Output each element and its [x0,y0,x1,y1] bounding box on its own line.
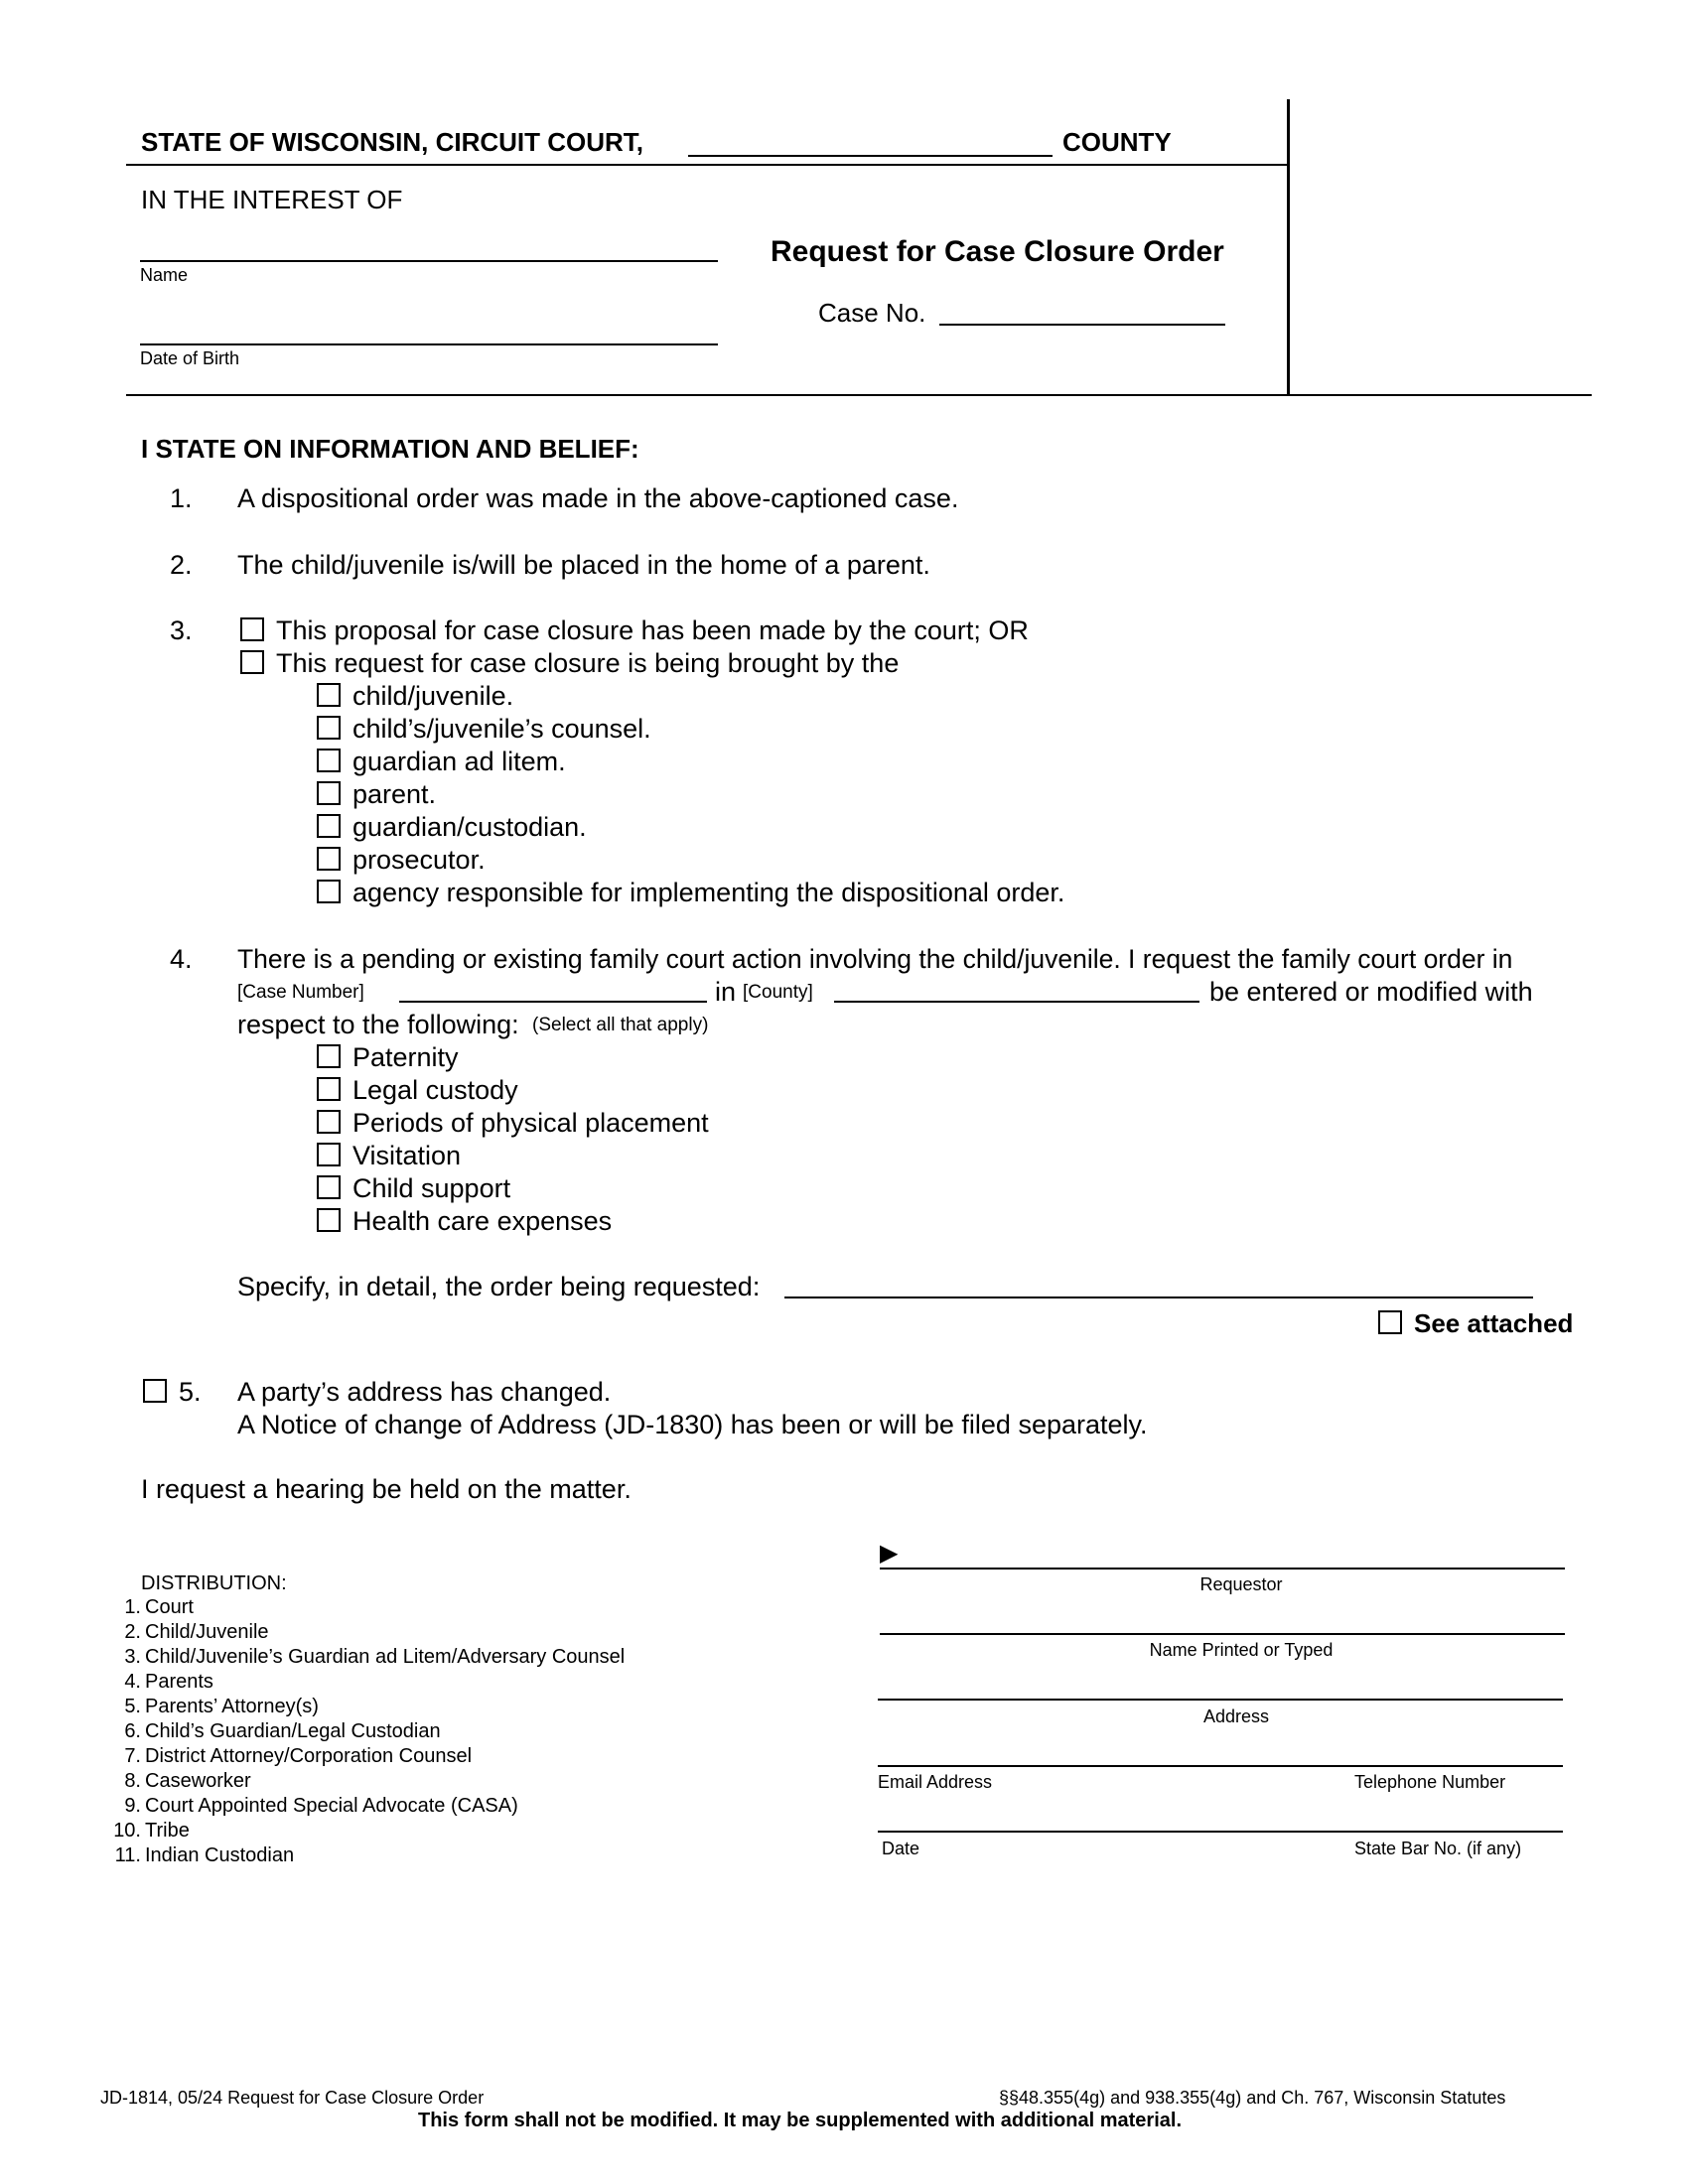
party-gal-label: guardian ad litem. [352,747,566,776]
distribution-item: 10. Tribe [113,1820,190,1842]
interest-of-label: IN THE INTEREST OF [141,185,403,214]
option-child-support-checkbox[interactable] [317,1175,341,1199]
name-caption: Name [140,265,189,285]
header-top-divider [126,164,1288,166]
option-health-care-label: Health care expenses [352,1206,613,1236]
party-prosecutor-label: prosecutor. [352,845,486,875]
requestor-signature-line[interactable] [880,1568,1565,1570]
date-bar-line[interactable] [878,1831,1563,1833]
party-request-checkbox[interactable] [240,650,264,674]
party-prosecutor-checkbox[interactable] [317,847,341,871]
item-5-line1: A party’s address has changed. [237,1377,612,1407]
party-counsel-checkbox[interactable] [317,716,341,740]
state-bar-caption: State Bar No. (if any) [1354,1839,1522,1858]
county-input-line[interactable] [688,155,1053,157]
item-1-number: 1. [170,483,193,513]
court-proposal-checkbox[interactable] [240,617,264,641]
in-text: in [715,977,737,1007]
form-title: Request for Case Closure Order [771,235,1224,268]
distribution-item: 7. District Attorney/Corporation Counsel [124,1745,473,1767]
item-4-number: 4. [170,944,193,974]
specify-label: Specify, in detail, the order being requested: [237,1272,761,1301]
party-parent-label: parent. [352,779,437,809]
see-attached-checkbox[interactable] [1378,1310,1402,1334]
item-4-line1: There is a pending or existing family court action involving the child/juvenile. I request the family court order in [237,944,1513,974]
section-heading: I STATE ON INFORMATION AND BELIEF: [141,434,639,464]
dob-caption: Date of Birth [140,348,240,368]
state-court-label: STATE OF WISCONSIN, CIRCUIT COURT, [141,127,644,157]
telephone-caption: Telephone Number [1354,1772,1506,1792]
email-phone-line[interactable] [878,1765,1563,1767]
party-parent-checkbox[interactable] [317,781,341,805]
option-legal-custody-label: Legal custody [352,1075,518,1105]
hearing-request-text: I request a hearing be held on the matter. [141,1474,632,1504]
distribution-item: 1. Court [124,1596,194,1618]
court-caption [141,127,643,157]
party-gal-checkbox[interactable] [317,749,341,772]
item-5-number: 5. [179,1377,202,1407]
name-printed-caption: Name Printed or Typed [1149,1640,1334,1660]
header-right-border [1287,99,1290,395]
party-agency-label: agency responsible for implementing the dispositional order. [352,878,1065,907]
option-visitation-label: Visitation [352,1141,462,1170]
footer-notice: This form shall not be modified. It may be supplemented with additional material. [418,2110,1182,2131]
distribution-item: 9. Court Appointed Special Advocate (CASA) [124,1795,518,1817]
item-2-text: The child/juvenile is/will be placed in the home of a parent. [237,550,930,580]
item-2-number: 2. [170,550,193,580]
party-child-label: child/juvenile. [352,681,514,711]
name-printed-line[interactable] [880,1633,1565,1635]
option-placement-checkbox[interactable] [317,1110,341,1134]
distribution-item: 4. Parents [124,1671,213,1693]
party-child-checkbox[interactable] [317,683,341,707]
address-caption: Address [1202,1706,1270,1726]
county-field-label: [County] [743,982,813,1003]
county-field-input-line[interactable] [834,1001,1199,1003]
address-line[interactable] [878,1699,1563,1701]
distribution-title: DISTRIBUTION: [141,1572,287,1594]
distribution-item: 8. Caseworker [124,1770,251,1792]
court-proposal-text: This proposal for case closure has been made by the court; OR [276,615,1029,645]
footer-form-id: JD-1814, 05/24 Request for Case Closure Order [100,2088,485,2108]
header-bottom-divider [126,394,1592,396]
option-placement-label: Periods of physical placement [352,1108,709,1138]
email-caption: Email Address [878,1772,993,1792]
party-guardian-checkbox[interactable] [317,814,341,838]
option-legal-custody-checkbox[interactable] [317,1077,341,1101]
distribution-list [97,1595,625,1868]
see-attached-label: See attached [1414,1308,1574,1338]
item-5-line2: A Notice of change of Address (JD-1830) has been or will be filed separately. [237,1410,1148,1439]
name-input-line[interactable] [140,260,718,262]
option-visitation-checkbox[interactable] [317,1143,341,1166]
dob-input-line[interactable] [140,343,718,345]
select-all-hint: (Select all that apply) [532,1015,709,1035]
option-paternity-label: Paternity [352,1042,459,1072]
respect-text: respect to the following: [237,1010,519,1039]
option-paternity-checkbox[interactable] [317,1044,341,1068]
option-health-care-checkbox[interactable] [317,1208,341,1232]
county-label: COUNTY [1062,127,1172,157]
distribution-item: 3. Child/Juvenile’s Guardian ad Litem/Adversary Counsel [124,1646,626,1668]
item-1-text: A dispositional order was made in the above-captioned case. [237,483,959,513]
footer-statutes: §§48.355(4g) and 938.355(4g) and Ch. 767, Wisconsin Statutes [999,2088,1506,2108]
distribution-item: 5. Parents’ Attorney(s) [124,1696,319,1717]
distribution-item: 6. Child’s Guardian/Legal Custodian [124,1720,441,1742]
signature-arrow-icon: ▶ [880,1540,899,1567]
case-no-input-line[interactable] [939,324,1225,326]
party-guardian-label: guardian/custodian. [352,812,587,842]
case-no-label: Case No. [818,298,926,328]
specify-input-line[interactable] [784,1297,1533,1298]
address-changed-checkbox[interactable] [143,1379,167,1403]
party-agency-checkbox[interactable] [317,880,341,903]
requestor-caption: Requestor [1199,1574,1283,1594]
date-caption: Date [882,1839,920,1858]
distribution-item: 2. Child/Juvenile [124,1621,269,1643]
distribution-item: 11. Indian Custodian [114,1844,295,1866]
entered-text: be entered or modified with [1209,977,1533,1007]
item-3-number: 3. [170,615,193,645]
case-number-label: [Case Number] [237,982,364,1003]
party-request-text: This request for case closure is being brought by the [276,648,900,678]
case-number-input-line[interactable] [399,1001,707,1003]
party-counsel-label: child’s/juvenile’s counsel. [352,714,651,744]
option-child-support-label: Child support [352,1173,511,1203]
